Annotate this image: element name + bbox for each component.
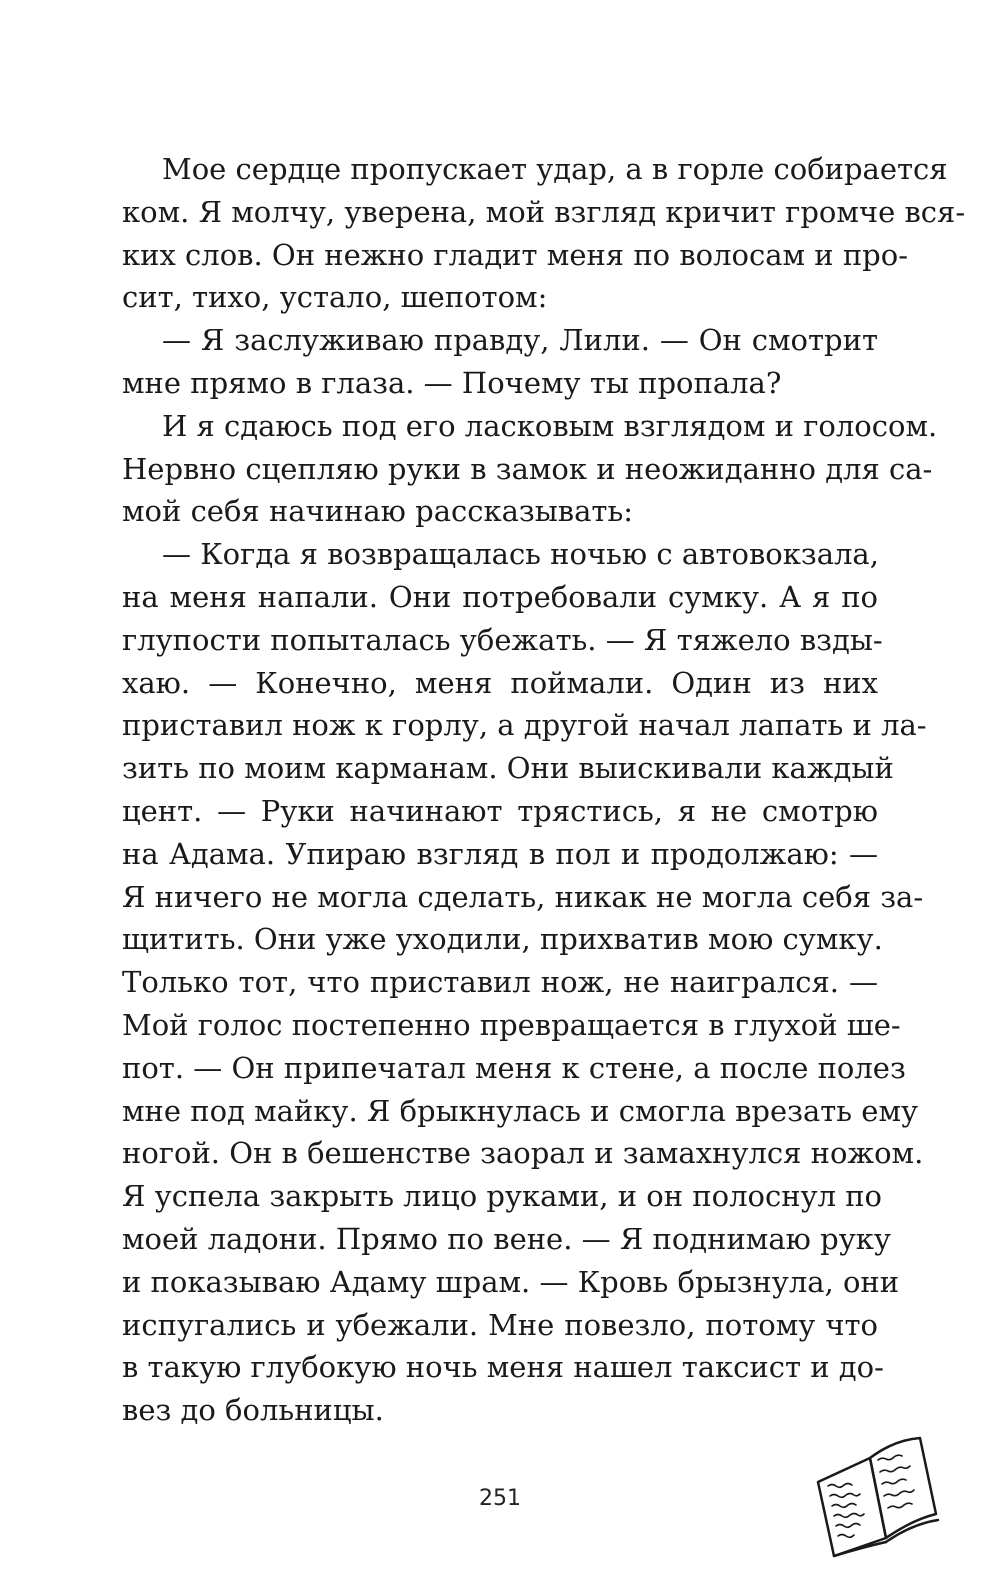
text-line: мне под майку. Я брыкнулась и смогла врезать ему — [122, 1093, 919, 1128]
text-line: на Адама. Упираю взгляд в пол и продолжаю: — — [122, 836, 878, 871]
text-line: цент. — Руки начинают трястись, я не смотрю — [122, 793, 878, 828]
text-line: вез до больницы. — [122, 1393, 384, 1428]
text-line: Мой голос постепенно превращается в глухой ше- — [122, 1007, 901, 1042]
text-line: щитить. Они уже уходили, прихватив мою сумку. — [122, 922, 883, 957]
text-line: приставил нож к горлу, а другой начал лапать и ла- — [122, 708, 927, 743]
text-line: глупости попыталась убежать. — Я тяжело взды- — [122, 622, 883, 657]
text-line: Нервно сцепляю руки в замок и неожиданно для са- — [122, 451, 933, 486]
text-line: хаю. — Конечно, меня поймали. Один из них — [122, 665, 878, 700]
text-line: Я успела закрыть лицо руками, и он полоснул по — [122, 1179, 883, 1214]
text-line: в такую глубокую ночь меня нашел таксист и до- — [122, 1350, 884, 1385]
text-line: на меня напали. Они потребовали сумку. А я по — [122, 579, 878, 614]
page-number: 251 — [479, 1486, 521, 1511]
text-line: — Когда я возвращалась ночью с автовокзала, — [162, 537, 879, 572]
text-line: пот. — Он припечатал меня к стене, а после полез — [122, 1050, 906, 1085]
text-line: ком. Я молчу, уверена, мой взгляд кричит громче вся- — [122, 194, 966, 229]
text-line: сит, тихо, устало, шепотом: — [122, 280, 548, 315]
text-line: моей ладони. Прямо по вене. — Я поднимаю руку — [122, 1221, 891, 1256]
text-line: и показываю Адаму шрам. — Кровь брызнула, они — [122, 1264, 900, 1299]
text-line: испугались и убежали. Мне повезло, потому что — [122, 1307, 878, 1342]
text-line: Мое сердце пропускает удар, а в горле собирается — [162, 152, 948, 186]
open-book-icon — [808, 1420, 948, 1560]
text-line: Только тот, что приставил нож, не наигрался. — — [122, 965, 878, 1000]
body-text — [122, 148, 966, 1432]
text-line: ких слов. Он нежно гладит меня по волосам и про- — [122, 237, 909, 272]
text-line: мне прямо в глаза. — Почему ты пропала? — [122, 365, 782, 400]
text-line: ногой. Он в бешенстве заорал и замахнулся ножом. — [122, 1136, 924, 1171]
text-line: мой себя начинаю рассказывать: — [122, 494, 634, 529]
text-line: — Я заслуживаю правду, Лили. — Он смотрит — [162, 323, 878, 358]
text-line: зить по моим карманам. Они выискивали каждый — [122, 751, 894, 786]
text-line: Я ничего не могла сделать, никак не могла себя за- — [122, 879, 924, 914]
text-line: И я сдаюсь под его ласковым взглядом и голосом. — [162, 408, 938, 443]
